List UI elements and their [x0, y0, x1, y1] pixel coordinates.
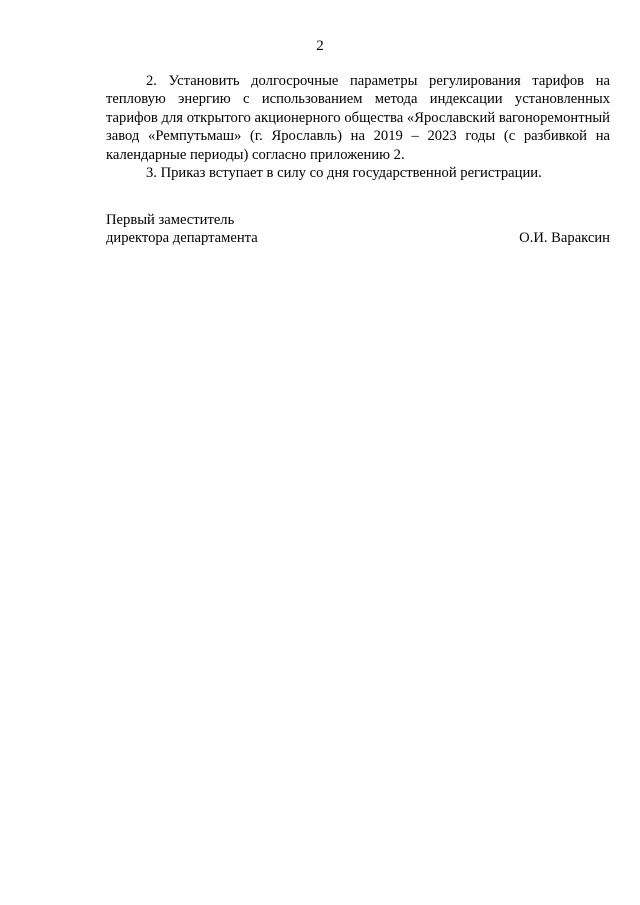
signatory-name: О.И. Вараксин — [519, 230, 610, 247]
page-number: 2 — [316, 38, 324, 54]
paragraph-item-2: 2. Установить долгосрочные параметры регулирования тарифов на тепловую энергию с использованием метода индексации установленных тарифов для открытого акционерного общества «Ярославский вагоноремонтный завод «Ремпутьмаш» (г. Ярославль) на 2019 – 2023 годы (с разбивкой на календарные периоды) согласно приложению 2. — [106, 73, 610, 163]
signatory-position-line1: Первый заместитель — [106, 212, 235, 228]
paragraph-item-3: 3. Приказ вступает в силу со дня государственной регистрации. — [146, 165, 542, 182]
signatory-position-line2: директора департамента — [106, 230, 258, 247]
signature-line — [106, 229, 610, 247]
signature-block — [106, 211, 610, 248]
document-body — [106, 72, 610, 182]
